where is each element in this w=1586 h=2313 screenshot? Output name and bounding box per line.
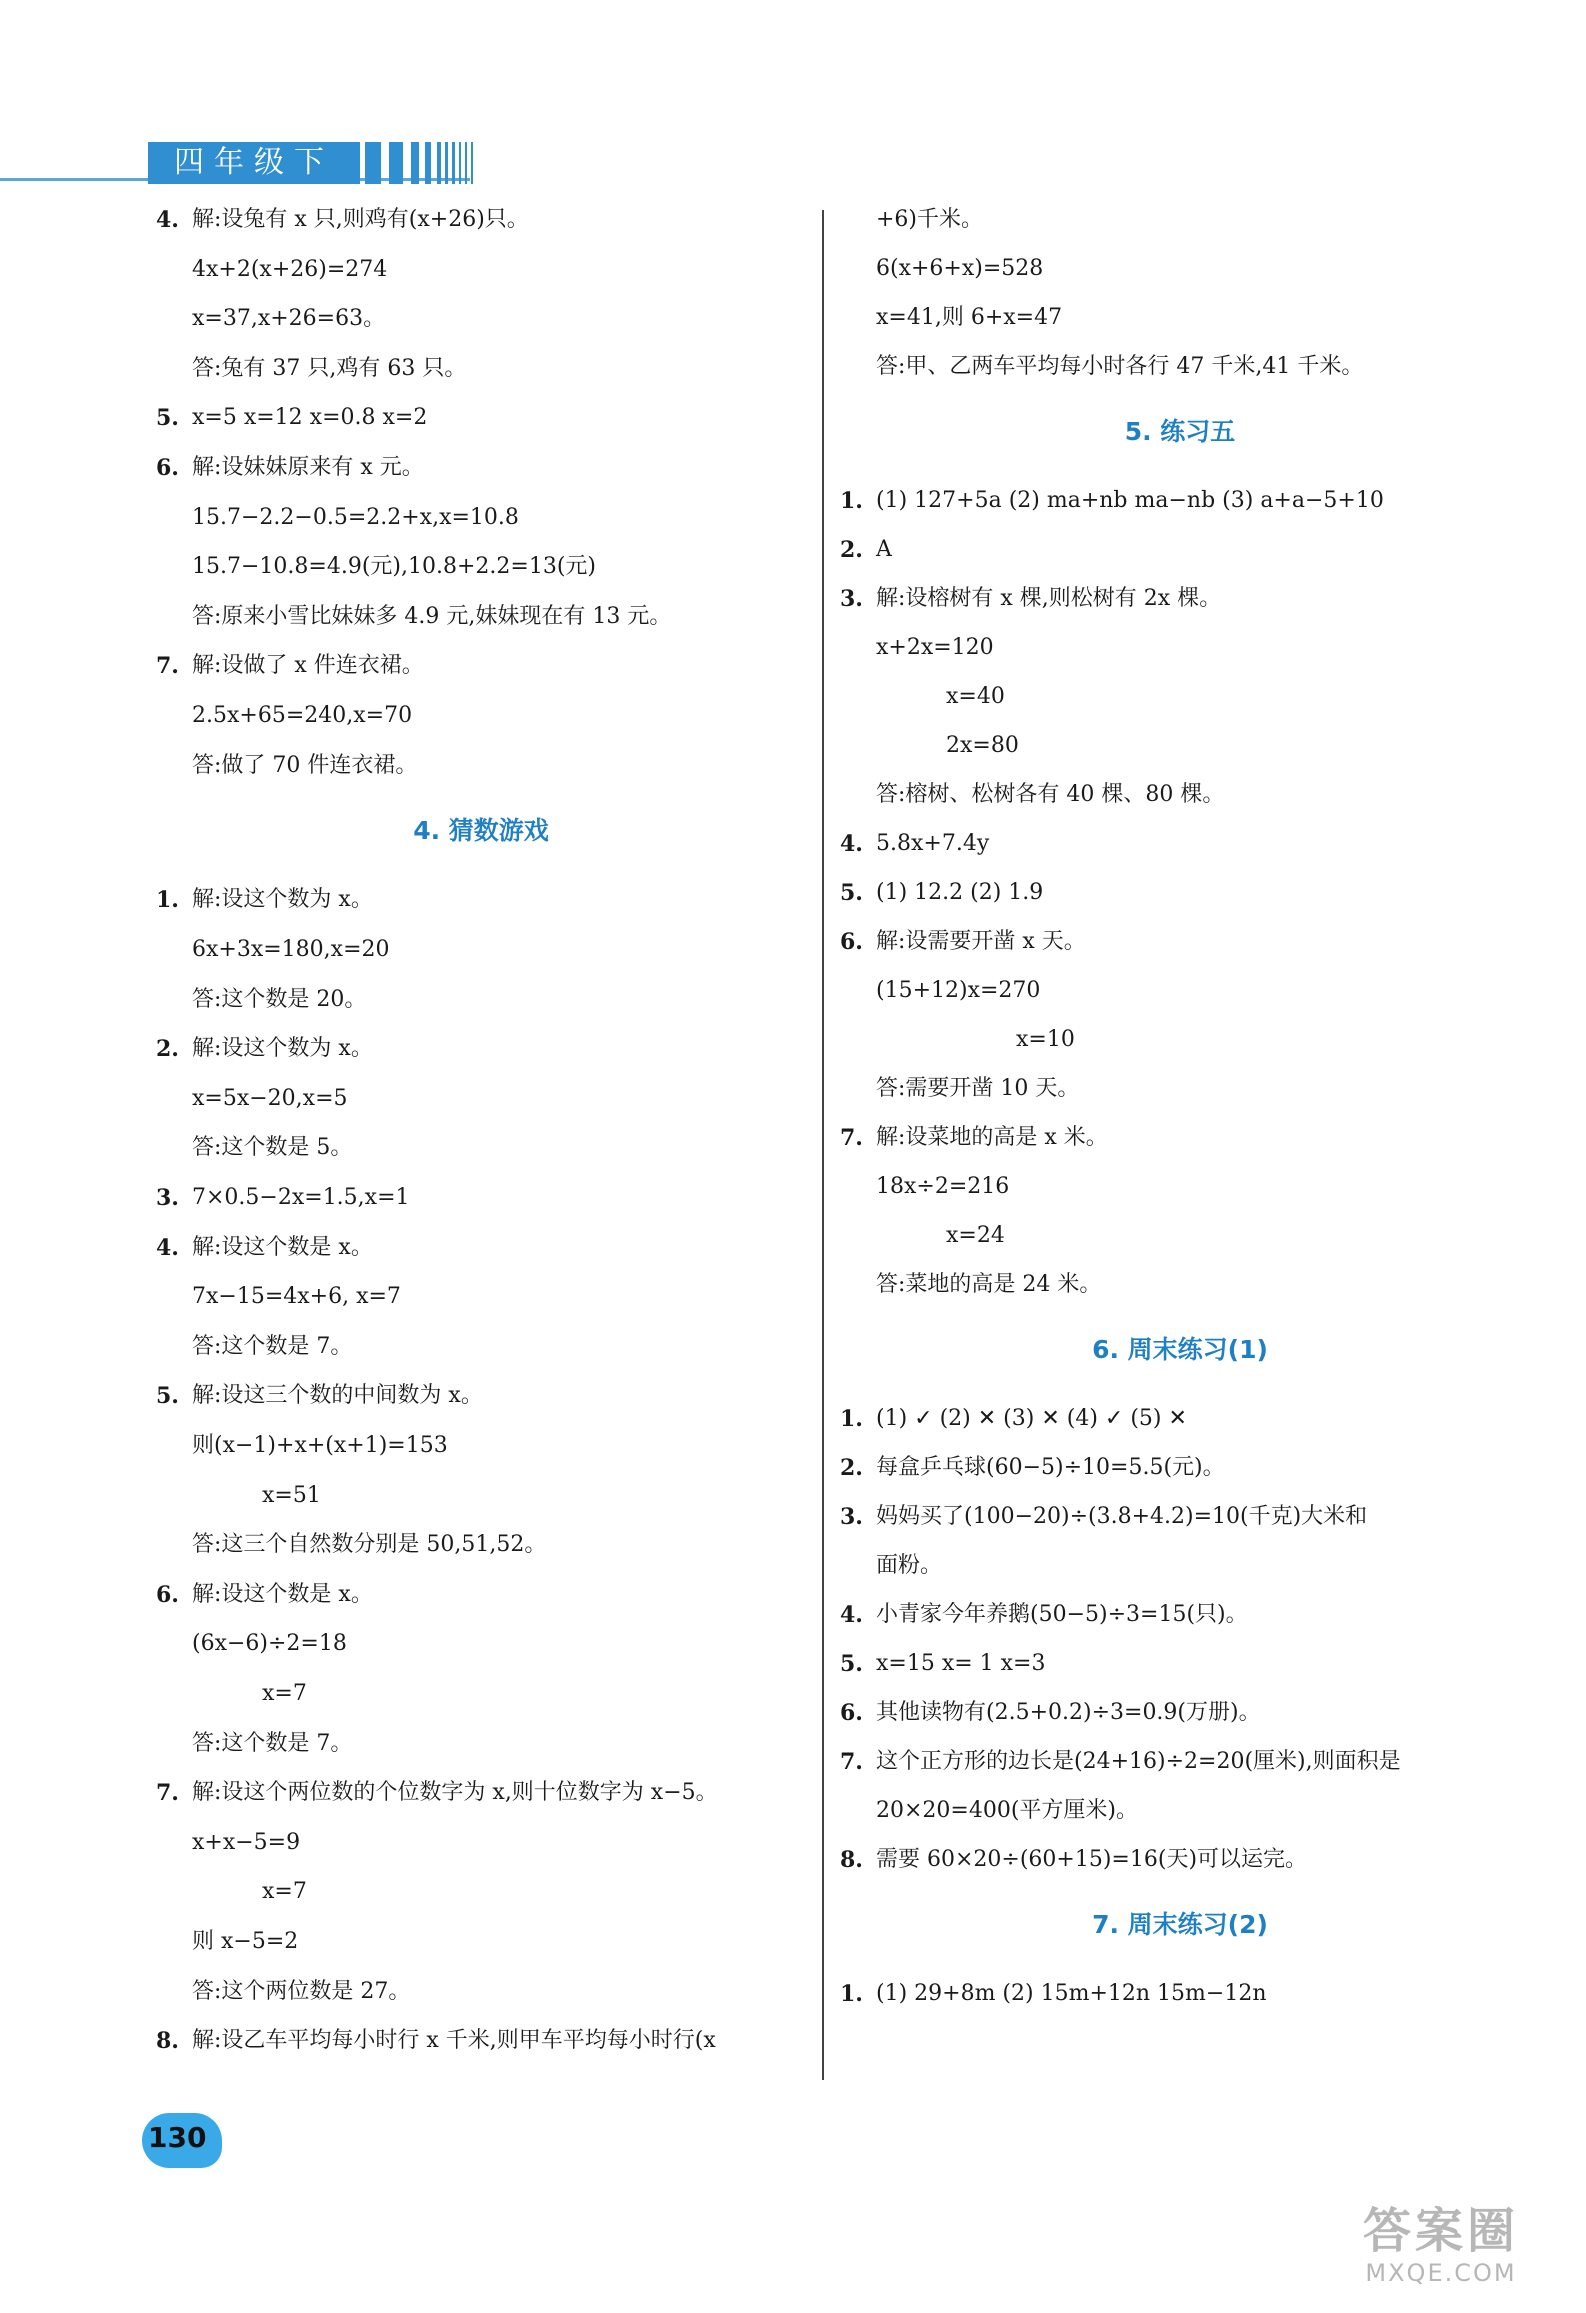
item-number: 7.: [156, 1780, 179, 1807]
watermark-logo: 答案圈: [1362, 2203, 1519, 2259]
item-text: (1) 29+8m (2) 15m+12n 15m−12n: [876, 1981, 1267, 2007]
item-text: (1) ✓ (2) ✕ (3) ✕ (4) ✓ (5) ✕: [876, 1406, 1187, 1432]
section-heading: 6. 周末练习(1): [1092, 1335, 1268, 1365]
item-text: 20×20=400(平方厘米)。: [876, 1798, 1139, 1824]
item-number: 2.: [156, 1036, 179, 1063]
item-text: 解:设菜地的高是 x 米。: [876, 1125, 1108, 1151]
item-text: x+2x=120: [876, 635, 994, 661]
item-number: 2.: [840, 1455, 863, 1482]
item-number: 1.: [840, 1981, 863, 2008]
item-text: x=10: [1016, 1027, 1075, 1053]
item-text: 解:设乙车平均每小时行 x 千米,则甲车平均每小时行(x: [192, 2028, 716, 2054]
item-text: 解:设妹妹原来有 x 元。: [192, 455, 424, 480]
item-number: 1.: [840, 488, 863, 515]
item-text: 解:设这个数是 x。: [192, 1581, 373, 1607]
item-text: x=40: [946, 684, 1005, 710]
item-number: 1.: [156, 887, 179, 914]
item-text: 答:这个两位数是 27。: [192, 1978, 411, 2004]
item-text: A: [876, 537, 892, 563]
item-text: 解:设这个数为 x。: [192, 887, 373, 913]
item-text: (6x−6)÷2=18: [192, 1631, 347, 1657]
page-number-badge: [130, 2105, 240, 2175]
item-text: 答:甲、乙两车平均每小时各行 47 千米,41 千米。: [876, 354, 1364, 379]
item-text: 答:做了 70 件连衣裙。: [192, 752, 418, 778]
item-text: 解:设这个数是 x。: [192, 1234, 373, 1260]
section-heading: 5. 练习五: [1124, 417, 1236, 447]
column-divider: [822, 210, 824, 2080]
item-text: 解:设做了 x 件连衣裙。: [192, 653, 424, 679]
item-text: (15+12)x=270: [876, 978, 1041, 1004]
item-number: 4.: [156, 1234, 179, 1261]
item-text: 解:设这个两位数的个位数字为 x,则十位数字为 x−5。: [192, 1780, 718, 1806]
item-text: x=15 x= 1 x=3: [876, 1651, 1046, 1677]
header-decoration-bars: [365, 142, 475, 184]
item-text: 答:榕树、松树各有 40 棵、80 棵。: [876, 782, 1225, 808]
item-text: (1) 127+5a (2) ma+nb ma−nb (3) a+a−5+10: [876, 488, 1384, 514]
item-number: 4.: [156, 207, 179, 233]
item-text: 答:需要开凿 10 天。: [876, 1076, 1080, 1102]
item-number: 6.: [156, 455, 179, 481]
item-text: 2x=80: [946, 733, 1019, 759]
item-text: 4x+2(x+26)=274: [192, 256, 388, 282]
item-number: 3.: [840, 1504, 863, 1531]
item-text: 每盒乒乓球(60−5)÷10=5.5(元)。: [876, 1455, 1225, 1481]
page-header: [0, 130, 480, 190]
item-text: x+x−5=9: [192, 1829, 301, 1855]
item-text: x=51: [262, 1482, 321, 1508]
item-number: 3.: [156, 1184, 179, 1211]
page-number: 130: [148, 2121, 207, 2154]
item-number: 8.: [840, 1847, 863, 1874]
item-text: 15.7−10.8=4.9(元),10.8+2.2=13(元): [192, 554, 596, 580]
item-text: 答:菜地的高是 24 米。: [876, 1272, 1102, 1298]
item-text: +6)千米。: [876, 207, 984, 232]
item-text: (1) 12.2 (2) 1.9: [876, 880, 1044, 906]
item-text: x=24: [946, 1223, 1005, 1249]
item-number: 5.: [840, 880, 863, 907]
item-number: 6.: [840, 929, 863, 956]
item-text: 小青家今年养鹅(50−5)÷3=15(只)。: [876, 1602, 1248, 1628]
item-number: 1.: [840, 1406, 863, 1433]
item-number: 6.: [156, 1581, 179, 1608]
item-number: 5.: [840, 1651, 863, 1678]
item-number: 2.: [840, 537, 863, 564]
item-text: x=5x−20,x=5: [192, 1085, 348, 1111]
item-number: 4.: [840, 1602, 863, 1629]
item-text: 解:设榕树有 x 棵,则松树有 2x 棵。: [876, 586, 1222, 612]
item-text: 解:设这三个数的中间数为 x。: [192, 1383, 483, 1409]
item-text: 答:原来小雪比妹妹多 4.9 元,妹妹现在有 13 元。: [192, 603, 672, 629]
item-text: 妈妈买了(100−20)÷(3.8+4.2)=10(千克)大米和: [876, 1504, 1368, 1530]
item-text: 7x−15=4x+6, x=7: [192, 1284, 401, 1310]
item-text: 2.5x+65=240,x=70: [192, 703, 413, 728]
item-text: x=7: [262, 1879, 307, 1905]
section-heading: 7. 周末练习(2): [1092, 1910, 1268, 1940]
item-number: 7.: [840, 1749, 863, 1776]
item-text: 6(x+6+x)=528: [876, 256, 1044, 281]
item-text: 答:这个数是 5。: [192, 1135, 353, 1161]
item-text: 需要 60×20÷(60+15)=16(天)可以运完。: [876, 1847, 1308, 1873]
item-text: 7×0.5−2x=1.5,x=1: [192, 1184, 410, 1210]
item-text: 答:这个数是 20。: [192, 986, 367, 1012]
item-text: 答:这三个自然数分别是 50,51,52。: [192, 1532, 547, 1558]
item-text: 这个正方形的边长是(24+16)÷2=20(厘米),则面积是: [876, 1749, 1401, 1775]
watermark: [1316, 2203, 1566, 2303]
item-text: x=5 x=12 x=0.8 x=2: [192, 405, 428, 431]
item-text: 15.7−2.2−0.5=2.2+x,x=10.8: [192, 504, 519, 530]
item-text: 答:兔有 37 只,鸡有 63 只。: [192, 355, 467, 381]
item-number: 5.: [156, 1383, 179, 1410]
item-text: 解:设这个数为 x。: [192, 1036, 373, 1062]
item-text: 答:这个数是 7。: [192, 1333, 353, 1359]
item-text: 解:设需要开凿 x 天。: [876, 929, 1086, 955]
item-number: 6.: [840, 1700, 863, 1727]
item-text: 则 x−5=2: [192, 1928, 299, 1954]
item-text: 则(x−1)+x+(x+1)=153: [192, 1432, 448, 1458]
item-text: x=37,x+26=63。: [192, 306, 386, 332]
item-text: 解:设兔有 x 只,则鸡有(x+26)只。: [192, 207, 529, 232]
item-text: 答:这个数是 7。: [192, 1730, 353, 1756]
item-text: 面粉。: [876, 1553, 943, 1579]
item-text: 其他读物有(2.5+0.2)÷3=0.9(万册)。: [876, 1700, 1261, 1726]
item-text: 18x÷2=216: [876, 1174, 1010, 1200]
item-number: 3.: [840, 586, 863, 613]
item-number: 8.: [156, 2028, 179, 2055]
item-text: x=7: [262, 1680, 307, 1706]
item-number: 5.: [156, 405, 179, 432]
section-heading: 4. 猜数游戏: [413, 816, 549, 846]
item-text: 5.8x+7.4y: [876, 831, 990, 857]
item-number: 4.: [840, 831, 863, 858]
item-text: x=41,则 6+x=47: [876, 305, 1063, 330]
item-number: 7.: [840, 1125, 863, 1152]
grade-label: 四年级下: [148, 142, 360, 184]
item-number: 7.: [156, 653, 179, 680]
item-text: 6x+3x=180,x=20: [192, 936, 390, 962]
watermark-url: MXQE.COM: [1365, 2259, 1517, 2287]
